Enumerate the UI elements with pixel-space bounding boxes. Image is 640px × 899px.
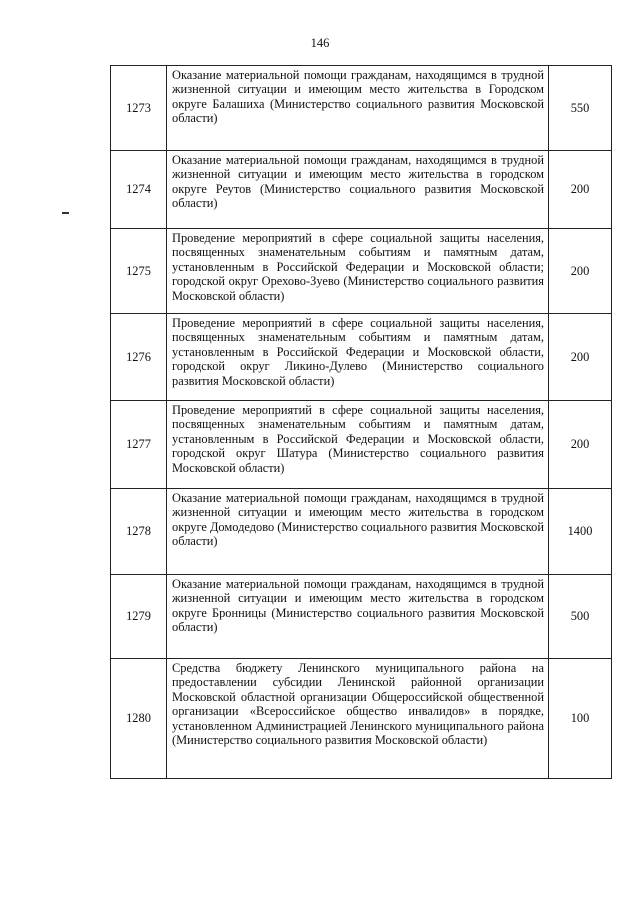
table-row bbox=[111, 401, 612, 489]
row-number: 1274 bbox=[111, 151, 167, 229]
budget-table bbox=[110, 65, 612, 779]
row-number: 1276 bbox=[111, 314, 167, 401]
row-number: 1277 bbox=[111, 401, 167, 489]
row-amount: 200 bbox=[549, 314, 612, 401]
row-description: Проведение мероприятий в сфере социальной защиты населения, посвященных знаменательным событиям и памятным датам, установленным в Российской Федерации и Московской области; городской округ Орехово-Зуево (Министерство социального развития Московской области) bbox=[167, 229, 549, 314]
row-description: Проведение мероприятий в сфере социальной защиты населения, посвященных знаменательным событиям и памятным датам, установленным в Российской Федерации и Московской области, городской округ Шатура (Министерство социального развития Московской области) bbox=[167, 401, 549, 489]
row-number: 1273 bbox=[111, 66, 167, 151]
row-description: Оказание материальной помощи гражданам, находящимся в трудной жизненной ситуации и имеющим место жительства в городском округе Реутов (Министерство социального развития Московской области) bbox=[167, 151, 549, 229]
table-row bbox=[111, 314, 612, 401]
table-row bbox=[111, 229, 612, 314]
row-description: Оказание материальной помощи гражданам, находящимся в трудной жизненной ситуации и имеющим место жительства в Городском округе Балашиха (Министерство социального развития Московской области) bbox=[167, 66, 549, 151]
row-description: Проведение мероприятий в сфере социальной защиты населения, посвященных знаменательным событиям и памятным датам, установленным в Российской Федерации и Московской области, городской округ Ликино-Дулево (Министерство социального развития Московской области) bbox=[167, 314, 549, 401]
row-amount: 200 bbox=[549, 151, 612, 229]
row-number: 1280 bbox=[111, 659, 167, 779]
row-amount: 100 bbox=[549, 659, 612, 779]
row-amount: 550 bbox=[549, 66, 612, 151]
row-number: 1278 bbox=[111, 489, 167, 575]
row-description: Оказание материальной помощи гражданам, находящимся в трудной жизненной ситуации и имеющим место жительства в городском округе Бронницы (Министерство социального развития Московской области) bbox=[167, 575, 549, 659]
row-amount: 500 bbox=[549, 575, 612, 659]
row-description: Средства бюджету Ленинского муниципального района на предоставлении субсидии Ленинской районной организации Московской областной организации Общероссийской общественной организации «Всероссийское общество инвалидов» в порядке, установленном Администрацией Ленинского муниципального района (Министерство социального развития Московской области) bbox=[167, 659, 549, 779]
table-row bbox=[111, 489, 612, 575]
table-row bbox=[111, 659, 612, 779]
row-amount: 200 bbox=[549, 229, 612, 314]
page-number: 146 bbox=[310, 36, 330, 50]
row-number: 1279 bbox=[111, 575, 167, 659]
row-number: 1275 bbox=[111, 229, 167, 314]
row-amount: 200 bbox=[549, 401, 612, 489]
row-description: Оказание материальной помощи гражданам, находящимся в трудной жизненной ситуации и имеющим место жительства в городском округе Домодедово (Министерство социального развития Московской области) bbox=[167, 489, 549, 575]
table-row bbox=[111, 66, 612, 151]
row-amount: 1400 bbox=[549, 489, 612, 575]
table-row bbox=[111, 151, 612, 229]
table-row bbox=[111, 575, 612, 659]
scan-mark bbox=[62, 212, 69, 214]
